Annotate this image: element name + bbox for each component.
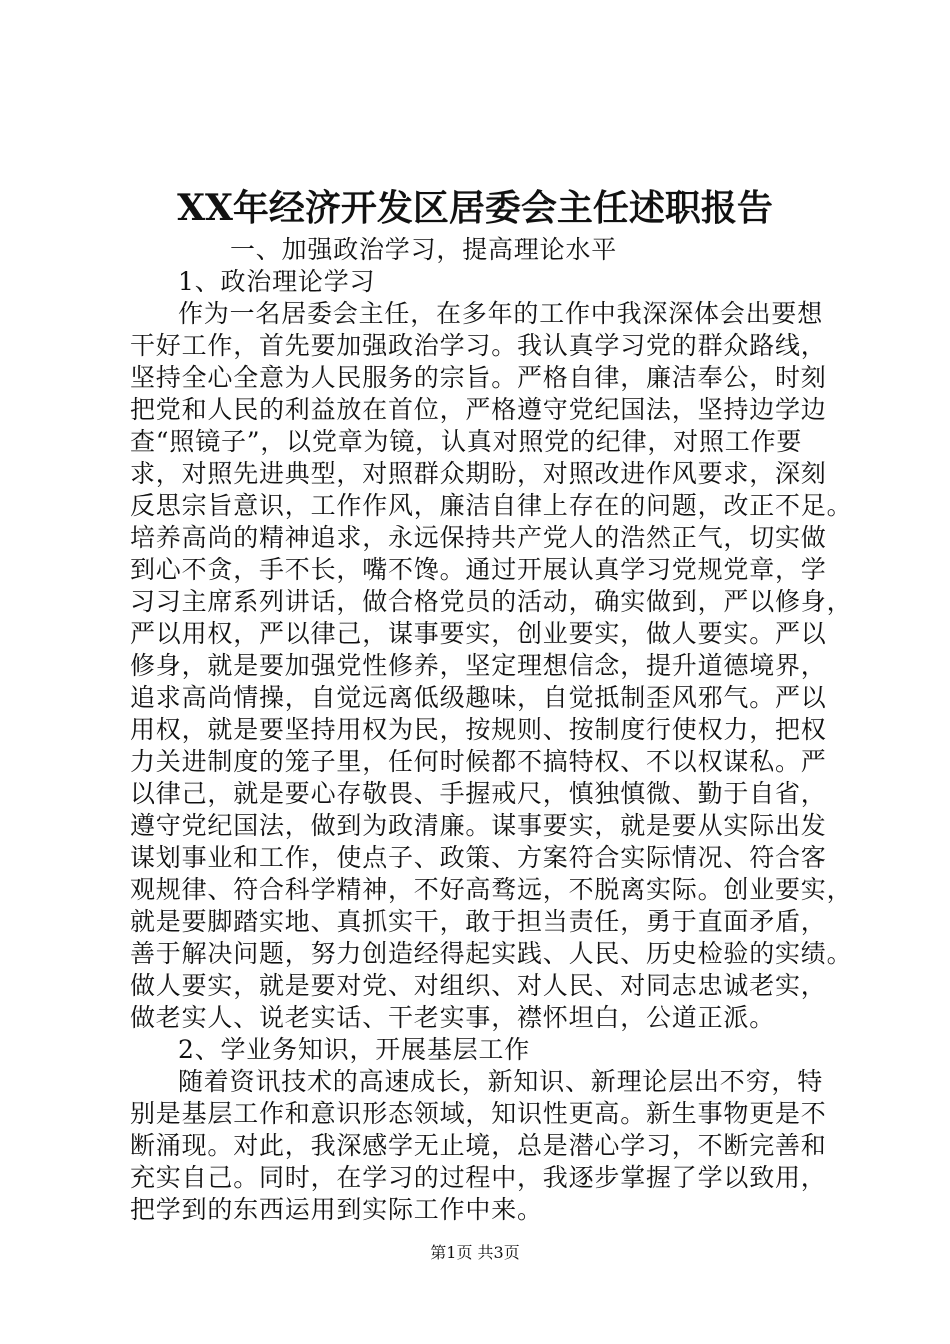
paragraph-line: 反思宗旨意识，工作作风，廉洁自律上存在的问题，改正不足。	[130, 491, 853, 520]
section-heading-1: 一、加强政治学习，提高理论水平	[230, 235, 618, 264]
paragraph-line: 习习主席系列讲话，做合格党员的活动，确实做到，严以修身，	[130, 587, 853, 616]
paragraph-line: 作为一名居委会主任，在多年的工作中我深深体会出要想	[178, 299, 824, 328]
document-title: XX年经济开发区居委会主任述职报告	[177, 187, 773, 229]
paragraph-line: 做人要实，就是要对党、对组织、对人民、对同志忠诚老实，	[130, 971, 827, 1000]
paragraph-line: 观规律、符合科学精神，不好高骛远，不脱离实际。创业要实，	[130, 875, 853, 904]
paragraph-line: 善于解决问题，努力创造经得起实践、人民、历史检验的实绩。	[130, 939, 853, 968]
paragraph-line: 严以用权，严以律己，谋事要实，创业要实，做人要实。严以	[130, 619, 827, 648]
paragraph-line: 断涌现。对此，我深感学无止境，总是潜心学习，不断完善和	[130, 1131, 827, 1160]
paragraph-line: 以律己，就是要心存敬畏、手握戒尺，慎独慎微、勤于自省，	[130, 779, 827, 808]
paragraph-line: 坚持全心全意为人民服务的宗旨。严格自律，廉洁奉公，时刻	[130, 363, 827, 392]
paragraph-line: 求，对照先进典型，对照群众期盼，对照改进作风要求，深刻	[130, 459, 827, 488]
paragraph-line: 用权，就是要坚持用权为民，按规则、按制度行使权力，把权	[130, 715, 827, 744]
paragraph-line: 别是基层工作和意识形态领域，知识性更高。新生事物更是不	[130, 1099, 827, 1128]
paragraph-line: 遵守党纪国法，做到为政清廉。谋事要实，就是要从实际出发	[130, 811, 827, 840]
paragraph-line: 追求高尚情操，自觉远离低级趣味，自觉抵制歪风邪气。严以	[130, 683, 827, 712]
paragraph-line: 到心不贪，手不长，嘴不馋。通过开展认真学习党规党章，学	[130, 555, 827, 584]
subheading-2: 2、学业务知识，开展基层工作	[178, 1035, 531, 1064]
paragraph-line: 就是要脚踏实地、真抓实干，敢于担当责任，勇于直面矛盾，	[130, 907, 827, 936]
paragraph-line: 谋划事业和工作，使点子、政策、方案符合实际情况、符合客	[130, 843, 827, 872]
paragraph-line: 培养高尚的精神追求，永远保持共产党人的浩然正气，切实做	[130, 523, 827, 552]
paragraph-line: 力关进制度的笼子里，任何时候都不搞特权、不以权谋私。严	[130, 747, 827, 776]
paragraph-line: 干好工作，首先要加强政治学习。我认真学习党的群众路线，	[130, 331, 827, 360]
subheading-1: 1、政治理论学习	[178, 267, 376, 296]
paragraph-line: 修身，就是要加强党性修养，坚定理想信念，提升道德境界，	[130, 651, 827, 680]
paragraph-line: 做老实人、说老实话、干老实事，襟怀坦白，公道正派。	[130, 1003, 776, 1032]
paragraph-line: 把党和人民的利益放在首位，严格遵守党纪国法，坚持边学边	[130, 395, 827, 424]
paragraph-line: 查“照镜子”，以党章为镜，认真对照党的纪律，对照工作要	[130, 427, 803, 456]
paragraph-line: 随着资讯技术的高速成长，新知识、新理论层出不穷，特	[178, 1067, 824, 1096]
paragraph-line: 把学到的东西运用到实际工作中来。	[130, 1195, 543, 1224]
page-footer: 第1页 共3页	[430, 1243, 520, 1262]
paragraph-line: 充实自己。同时，在学习的过程中，我逐步掌握了学以致用，	[130, 1163, 827, 1192]
